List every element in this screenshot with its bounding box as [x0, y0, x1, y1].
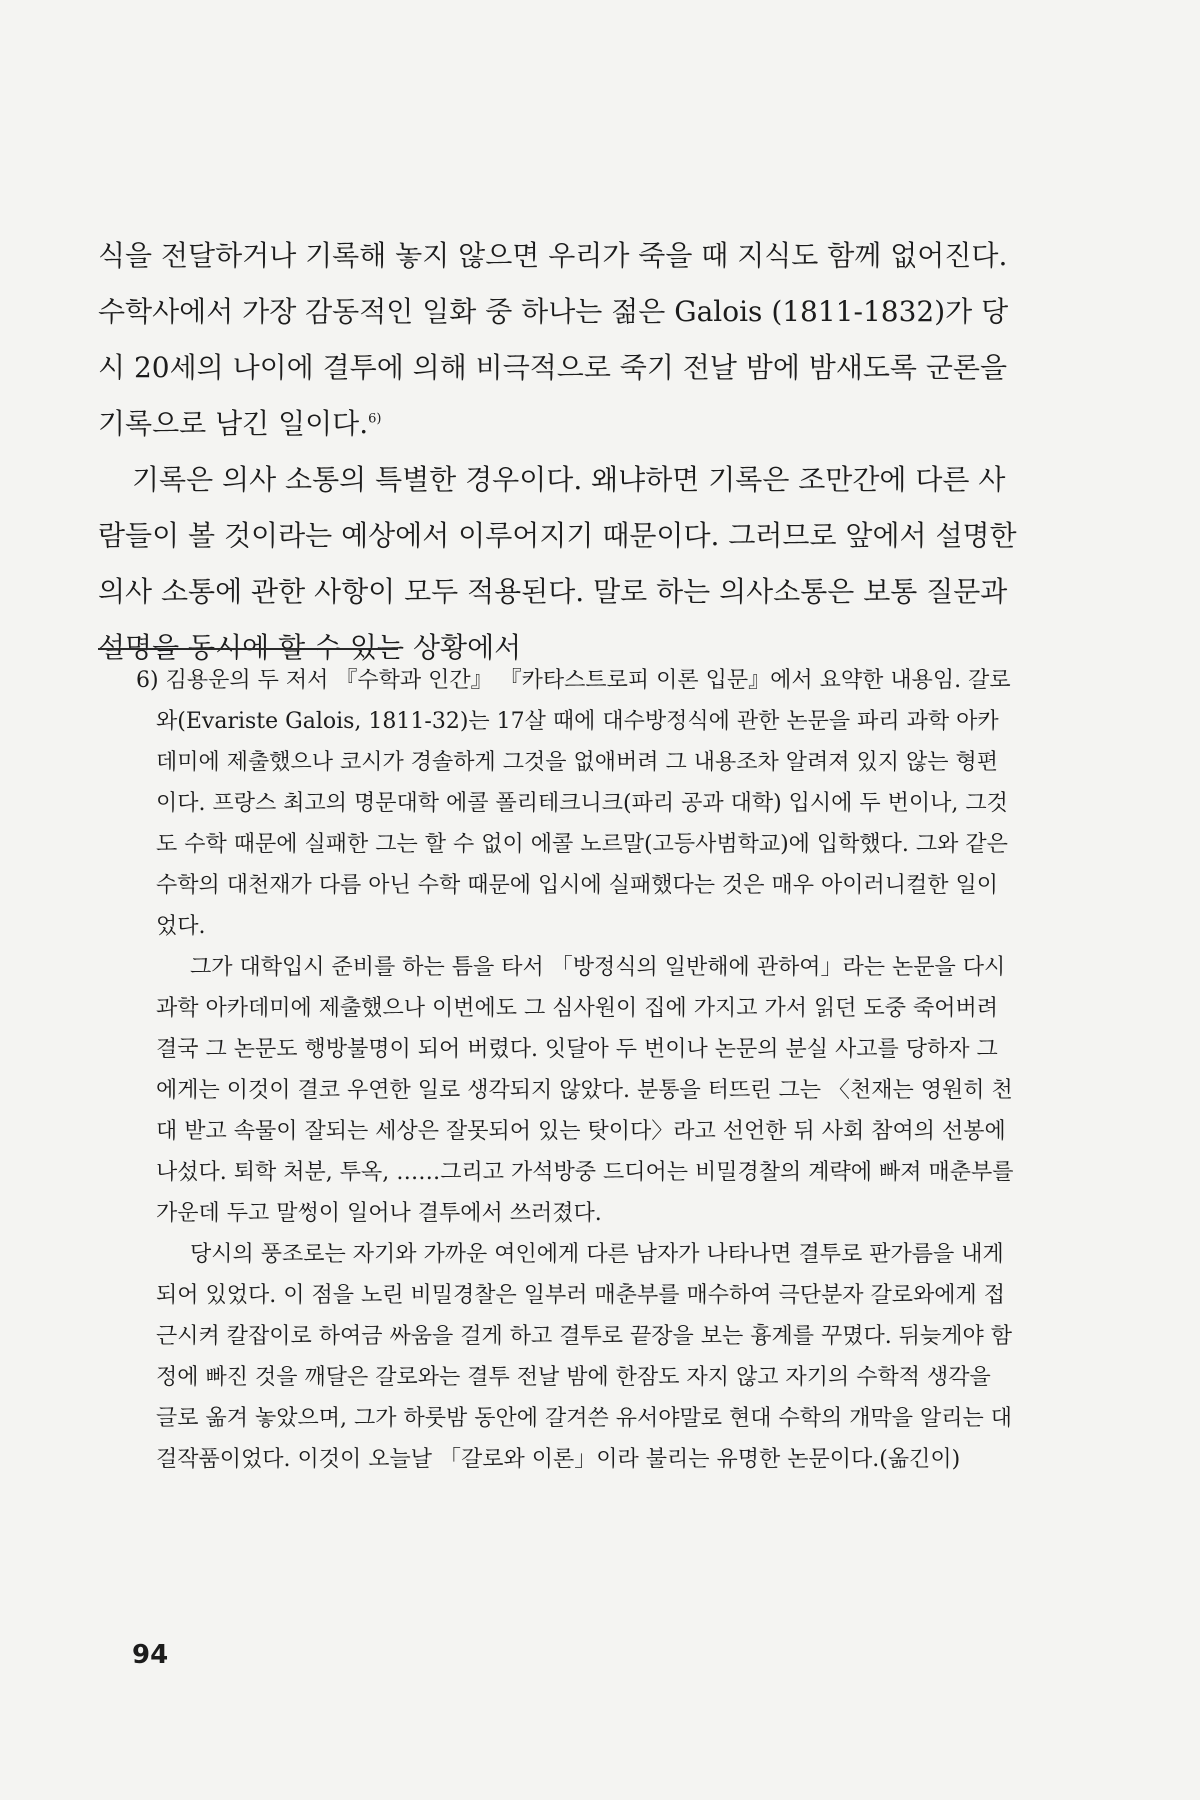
- footnote-block: [136, 660, 1018, 1480]
- footnote-paragraph-3: 당시의 풍조로는 자기와 가까운 여인에게 다른 남자가 나타나면 결투로 판가름을 내게 되어 있었다. 이 점을 노린 비밀경찰은 일부러 매춘부를 매수하여 극단분자 갈로와에게 접근시켜 칼잡이로 하여금 싸움을 걸게 하고 결투로 끝장을 보는 흉계를 꾸몄다. 뒤늦게야 함정에 빠진 것을 깨달은 갈로와는 결투 전날 밤에 한잠도 자지 않고 자기의 수학적 생각을 글로 옮겨 놓았으며, 그가 하룻밤 동안에 갈겨쓴 유서야말로 현대 수학의 개막을 알리는 대걸작품이었다. 이것이 오늘날 「갈로와 이론」이라 불리는 유명한 논문이다.(옮긴이): [156, 1242, 1012, 1472]
- body-paragraph-1-text: 식을 전달하거나 기록해 놓지 않으면 우리가 죽을 때 지식도 함께 없어진다. 수학사에서 가장 감동적인 일화 중 하나는 젊은 Galois (1811-1832)가 당시 20세의 나이에 결투에 의해 비극적으로 죽기 전날 밤에 밤새도록 군론을 기록으로 남긴 일이다.: [98, 239, 1009, 440]
- footnote-divider: [98, 648, 398, 650]
- page-number: 94: [132, 1640, 169, 1670]
- footnote-paragraph-2: 그가 대학입시 준비를 하는 틈을 타서 「방정식의 일반해에 관하여」라는 논문을 다시 과학 아카데미에 제출했으나 이번에도 그 심사원이 집에 가지고 가서 읽던 도중 죽어버려 결국 그 논문도 행방불명이 되어 버렸다. 잇달아 두 번이나 논문의 분실 사고를 당하자 그에게는 이것이 결코 우연한 일로 생각되지 않았다. 분통을 터뜨린 그는 〈천재는 영원히 천대 받고 속물이 잘되는 세상은 잘못되어 있는 탓이다〉라고 선언한 뒤 사회 참여의 선봉에 나섰다. 퇴학 처분, 투옥, ……그리고 가석방중 드디어는 비밀경찰의 계략에 빠져 매춘부를 가운데 두고 말썽이 일어나 결투에서 쓰러졌다.: [156, 955, 1014, 1226]
- body-paragraph-1: [98, 228, 1018, 452]
- footnote-paragraph-1: 6) 김용운의 두 저서 『수학과 인간』 『카타스트로피 이론 입문』에서 요약한 내용임. 갈로와(Evariste Galois, 1811-32)는 17살 때에 대수방정식에 관한 논문을 파리 과학 아카데미에 제출했으나 코시가 경솔하게 그것을 없애버려 그 내용조차 알려져 있지 않는 형편이다. 프랑스 최고의 명문대학 에콜 폴리테크니크(파리 공과 대학) 입시에 두 번이나, 그것도 수학 때문에 실패한 그는 할 수 없이 에콜 노르말(고등사범학교)에 입학했다. 그와 같은 수학의 대천재가 다름 아닌 수학 때문에 입시에 실패했다는 것은 매우 아이러니컬한 일이었다.: [136, 668, 1011, 939]
- body-paragraph-2: 기록은 의사 소통의 특별한 경우이다. 왜냐하면 기록은 조만간에 다른 사람들이 볼 것이라는 예상에서 이루어지기 때문이다. 그러므로 앞에서 설명한 의사 소통에 관한 사항이 모두 적용된다. 말로 하는 의사소통은 보통 질문과 설명을 동시에 할 수 있는 상황에서: [98, 463, 1017, 664]
- body-text: [98, 228, 1018, 676]
- footnote-reference: 6): [368, 411, 382, 427]
